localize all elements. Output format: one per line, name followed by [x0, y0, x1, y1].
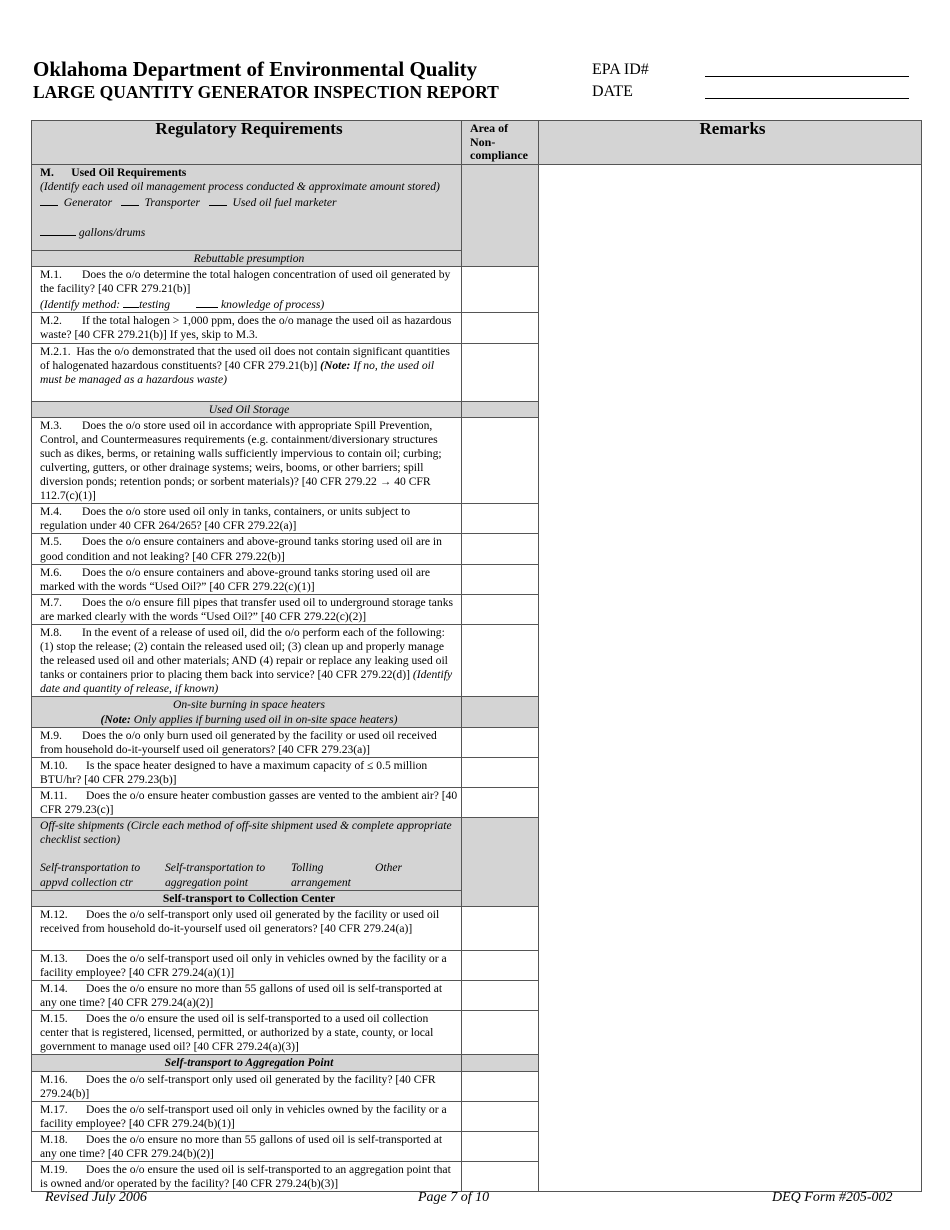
- offsite-options: [40, 861, 458, 889]
- item-m1: [32, 267, 462, 313]
- item-number: M.5.: [40, 535, 62, 549]
- item-text: Does the o/o self-transport only used oil generated by the facility or used oil received from household do-it-yourself used oil generators? [40 CFR 279.24(a)]: [40, 907, 440, 935]
- item-m18: [32, 1131, 462, 1161]
- subhead-burning: [32, 697, 462, 727]
- item-number: M.6.: [40, 565, 62, 579]
- noncompliance-cell[interactable]: [462, 313, 539, 343]
- remarks-header: Remarks: [539, 121, 922, 165]
- quantity-blank[interactable]: [40, 224, 76, 236]
- noncompliance-cell[interactable]: [462, 343, 539, 401]
- item-m12: [32, 906, 462, 950]
- noncompliance-cell[interactable]: [462, 788, 539, 818]
- item-text: In the event of a release of used oil, did the o/o perform each of the following: (1) stop the release; (2) contain the released used oil; (3) clean up and properly manage the released used oil and other materials; AND (4) repair or replace any leaking used oil tanks or containers prior to placing them back into service? [40 CFR 279.22(d)]: [40, 625, 448, 682]
- area-cell: [462, 818, 539, 907]
- item-number: M.2.1.: [40, 344, 71, 358]
- item-m2: [32, 313, 462, 343]
- inspection-table: [31, 120, 922, 1192]
- section-m-intro: [32, 165, 462, 251]
- item-m8: [32, 624, 462, 696]
- item-text: Has the o/o demonstrated that the used oil does not contain significant quantities of halogenated hazardous constituents? [40 CFR 279.21(b)]: [40, 344, 450, 372]
- option-line: aggregation point: [165, 875, 248, 889]
- offsite-shipments: [32, 818, 462, 890]
- section-title: Used Oil Requirements: [71, 166, 187, 179]
- item-m7: [32, 594, 462, 624]
- item-text: Does the o/o ensure the used oil is self-transported to an aggregation point that is owned and/or operated by the facility? [40 CFR 279.24(b)(3)]: [40, 1163, 451, 1191]
- item-m21: [32, 343, 462, 401]
- item-number: M.17.: [40, 1102, 68, 1116]
- method-label: (Identify method:: [40, 298, 121, 312]
- item-text: Does the o/o self-transport used oil only in vehicles owned by the facility or a facility employee? [40 CFR 279.24(a)(1)]: [40, 951, 447, 979]
- testing-blank[interactable]: [123, 296, 139, 308]
- item-text: Does the o/o ensure containers and above-ground tanks storing used oil are marked with the words “Used Oil?” [40 CFR 279.22(c)(1)]: [40, 565, 431, 593]
- noncompliance-cell[interactable]: [462, 594, 539, 624]
- item-text: If the total halogen > 1,000 ppm, does the o/o manage the used oil as hazardous waste? [40 CFR 279.21(b)] If yes, skip to M.3.: [40, 314, 452, 342]
- item-number: M.9.: [40, 728, 62, 742]
- noncompliance-cell[interactable]: [462, 757, 539, 787]
- role-generator: Generator: [63, 196, 113, 210]
- item-number: M.7.: [40, 595, 62, 609]
- area-cell: [462, 1055, 539, 1071]
- item-m9: [32, 727, 462, 757]
- item-m5: [32, 534, 462, 564]
- noncompliance-cell[interactable]: [462, 1101, 539, 1131]
- note-label: (Note:: [320, 358, 351, 372]
- item-m11: [32, 788, 462, 818]
- generator-blank[interactable]: [40, 194, 58, 206]
- area-cell: [462, 697, 539, 727]
- item-text: Does the o/o only burn used oil generated by the facility or used oil received from household do-it-yourself used oil generators? [40 CFR 279.23(a)]: [40, 728, 437, 756]
- remarks-column[interactable]: [539, 165, 922, 1192]
- option-line: appvd collection ctr: [40, 875, 133, 889]
- item-m15: [32, 1011, 462, 1055]
- item-number: M.4.: [40, 505, 62, 519]
- noncompliance-cell[interactable]: [462, 906, 539, 950]
- item-text: Does the o/o ensure fill pipes that transfer used oil to underground storage tanks are marked clearly with the words “Used Oil?” [40 CFR 279.22(c)(2)]: [40, 595, 454, 623]
- item-m19: [32, 1162, 462, 1192]
- noncompliance-cell[interactable]: [462, 534, 539, 564]
- item-text: Does the o/o self-transport used oil only in vehicles owned by the facility or a facility employee? [40 CFR 279.24(b)(1)]: [40, 1102, 447, 1130]
- item-text: Does the o/o store used oil only in tanks, containers, or units subject to regulation under 40 CFR 264/265? [40 CFR 279.22(a)]: [40, 505, 411, 533]
- noncompliance-cell[interactable]: [462, 624, 539, 696]
- epa-id-field[interactable]: [705, 76, 909, 77]
- area-cell: [462, 401, 539, 417]
- knowledge-blank[interactable]: [196, 296, 218, 308]
- noncompliance-cell[interactable]: [462, 980, 539, 1010]
- noncompliance-cell[interactable]: [462, 1131, 539, 1161]
- item-text: Does the o/o determine the total halogen concentration of used oil generated by the facility? [40 CFR 279.21(b)]: [40, 268, 451, 296]
- requirements-header: Regulatory Requirements: [32, 121, 462, 165]
- offsite-option[interactable]: [291, 861, 375, 889]
- item-number: M.14.: [40, 981, 68, 995]
- note-text: If no, the used oil must be managed as a hazardous waste): [40, 358, 435, 386]
- item-number: M.10.: [40, 758, 68, 772]
- subhead-self-aggregation: Self-transport to Aggregation Point: [32, 1055, 462, 1071]
- item-m14: [32, 980, 462, 1010]
- noncompliance-cell[interactable]: [462, 564, 539, 594]
- item-number: M.19.: [40, 1163, 68, 1177]
- item-m6: [32, 564, 462, 594]
- area-cell: [462, 165, 539, 267]
- offsite-option[interactable]: [375, 861, 458, 889]
- option-line: arrangement: [291, 875, 351, 889]
- item-text: Does the o/o ensure no more than 55 gallons of used oil is self-transported at any one time? [40 CFR 279.24(b)(2)]: [40, 1132, 443, 1160]
- item-number: M.11.: [40, 789, 68, 802]
- offsite-intro: Off-site shipments (Circle each method of off-site shipment used & complete appropriate checklist section): [40, 819, 452, 847]
- noncompliance-cell[interactable]: [462, 1011, 539, 1055]
- footer-revised: Revised July 2006: [45, 1190, 147, 1205]
- method-knowledge: knowledge of process): [221, 298, 325, 312]
- item-number: M.15.: [40, 1012, 68, 1026]
- option-line: Tolling: [291, 861, 324, 875]
- option-line: Self-transportation to: [40, 861, 141, 875]
- item-m10: [32, 757, 462, 787]
- section-instructions: (Identify each used oil management process conducted & approximate amount stored): [40, 180, 440, 194]
- date-field[interactable]: [705, 98, 909, 99]
- item-text: Does the o/o ensure containers and above-ground tanks storing used oil are in good condition and not leaking? [40 CFR 279.22(b)]: [40, 535, 442, 563]
- subhead-self-collection: Self-transport to Collection Center: [32, 890, 462, 906]
- role-transporter: Transporter: [144, 196, 201, 210]
- item-text: Is the space heater designed to have a maximum capacity of ≤ 0.5 million BTU/hr? [40 CFR 279.23(b)]: [40, 758, 428, 786]
- noncompliance-cell[interactable]: [462, 950, 539, 980]
- item-text: Does the o/o self-transport only used oil generated by the facility? [40 CFR 279.24(b)]: [40, 1072, 436, 1100]
- offsite-option[interactable]: [165, 861, 291, 889]
- role-marketer: Used oil fuel marketer: [232, 196, 337, 210]
- noncompliance-cell[interactable]: [462, 1071, 539, 1101]
- item-m16: [32, 1071, 462, 1101]
- burning-note-text: Only applies if burning used oil in on-site space heaters): [130, 712, 398, 726]
- item-number: M.18.: [40, 1132, 68, 1146]
- item-text: Does the o/o store used oil in accordance with appropriate Spill Prevention, Control, and Countermeasures requirements (e.g. containment/diversionary structures such as dikes, berms, or retaining walls sufficiently impervious to contain oil; curbing; culverting, gutters, or other drainage systems; weirs, booms, or other barriers; spill diversion ponds; retention ponds; or sorbent materials)? [40 CFR 279.22 → 40 CFR 112.7(c)(1)]: [40, 418, 442, 503]
- item-number: M.16.: [40, 1072, 68, 1086]
- item-number: M.12.: [40, 907, 68, 921]
- item-m17: [32, 1101, 462, 1131]
- item-m4: [32, 504, 462, 534]
- item-number: M.13.: [40, 951, 68, 965]
- quantity-label: gallons/drums: [78, 226, 146, 240]
- transporter-blank[interactable]: [121, 194, 139, 206]
- item-m13: [32, 950, 462, 980]
- footer-page: Page 7 of 10: [418, 1190, 490, 1205]
- item-number: M.1.: [40, 268, 62, 282]
- subhead-rebuttable: Rebuttable presumption: [32, 251, 462, 267]
- item-number: M.8.: [40, 625, 62, 639]
- date-label: DATE: [592, 83, 633, 100]
- noncompliance-cell[interactable]: [462, 1162, 539, 1192]
- option-line: Other: [375, 861, 403, 875]
- item-number: M.2.: [40, 314, 62, 328]
- epa-id-label: EPA ID#: [592, 61, 649, 78]
- burning-note-label: (Note:: [100, 712, 131, 726]
- option-line: Self-transportation to: [165, 861, 266, 875]
- noncompliance-cell[interactable]: [462, 504, 539, 534]
- subhead-storage: Used Oil Storage: [32, 401, 462, 417]
- noncompliance-cell[interactable]: [462, 267, 539, 313]
- item-text: Does the o/o ensure no more than 55 gallons of used oil is self-transported at any one time? [40 CFR 279.24(a)(2)]: [40, 981, 443, 1010]
- method-testing: testing: [139, 298, 170, 312]
- item-text: Does the o/o ensure heater combustion gasses are vented to the ambient air? [40 CFR 279.23(c)]: [40, 789, 458, 817]
- marketer-blank[interactable]: [209, 194, 227, 206]
- burning-title: On-site burning in space heaters: [173, 698, 325, 712]
- report-title: LARGE QUANTITY GENERATOR INSPECTION REPORT: [33, 82, 499, 102]
- item-number: M.3.: [40, 418, 62, 432]
- item-note: (Identify date and quantity of release, if known): [40, 668, 453, 696]
- noncompliance-cell[interactable]: [462, 417, 539, 504]
- item-text: Does the o/o ensure the used oil is self-transported to a used oil collection center that is registered, licensed, permitted, or authorized by a state, county, or local government to manage used oil? [40 CFR 279.24(a)(3)]: [40, 1012, 434, 1054]
- offsite-option[interactable]: [40, 861, 165, 889]
- agency-title: Oklahoma Department of Environmental Quality: [33, 57, 478, 81]
- section-letter: M.: [40, 166, 54, 179]
- item-m3: [32, 417, 462, 504]
- footer-form: DEQ Form #205-002: [772, 1190, 893, 1205]
- noncompliance-cell[interactable]: [462, 727, 539, 757]
- report-header: [33, 58, 499, 103]
- area-header: Area of Non-compliance: [462, 121, 539, 165]
